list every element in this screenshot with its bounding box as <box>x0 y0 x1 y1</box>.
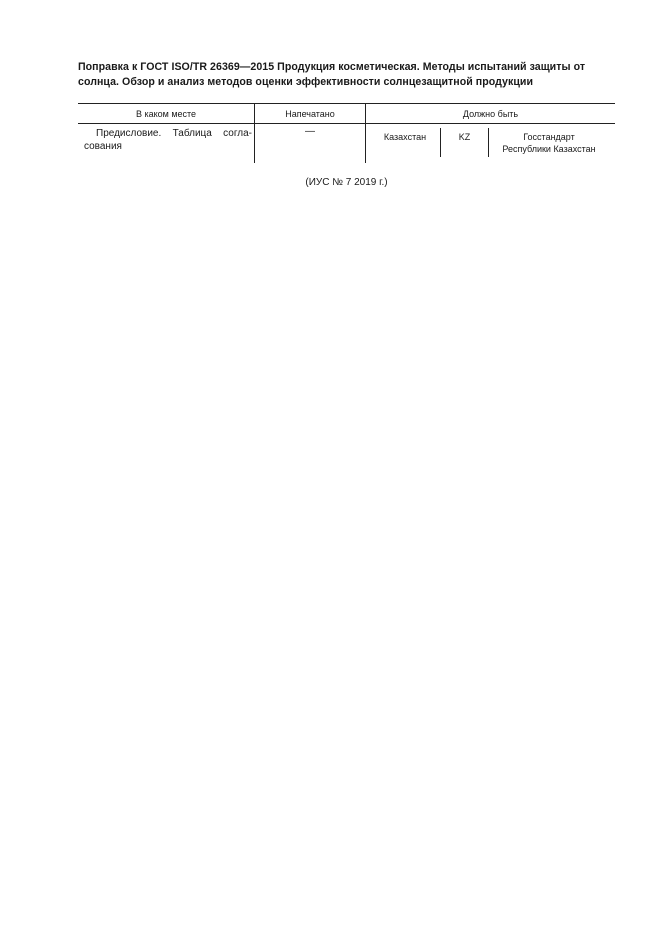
cell-place: Предисловие. Таблица согла-сования <box>84 128 252 152</box>
publication-reference: (ИУС № 7 2019 г.) <box>305 177 388 188</box>
agency-line-2: Республики Казахстан <box>502 144 596 154</box>
cell-country-code: KZ <box>458 132 471 142</box>
column-divider-code <box>488 128 489 157</box>
cell-agency <box>490 131 608 155</box>
cell-country: Казахстан <box>383 132 427 142</box>
title-line-1: Поправка к ГОСТ ISO/TR 26369—2015 Продукция косметическая. Методы испытаний защиты от <box>78 61 586 73</box>
header-should-be: Должно быть <box>462 109 519 119</box>
table-header-rule <box>78 123 615 124</box>
document-title <box>78 60 618 89</box>
table-top-rule <box>78 103 615 104</box>
header-place: В каком месте <box>135 109 197 119</box>
agency-line-1: Госстандарт <box>523 132 575 142</box>
header-printed: Напечатано <box>285 109 335 119</box>
title-line-2: солнца. Обзор и анализ методов оценки эффективности солнцезащитной продукции <box>78 75 534 88</box>
column-divider-country <box>440 128 441 157</box>
cell-printed: — <box>305 126 315 137</box>
